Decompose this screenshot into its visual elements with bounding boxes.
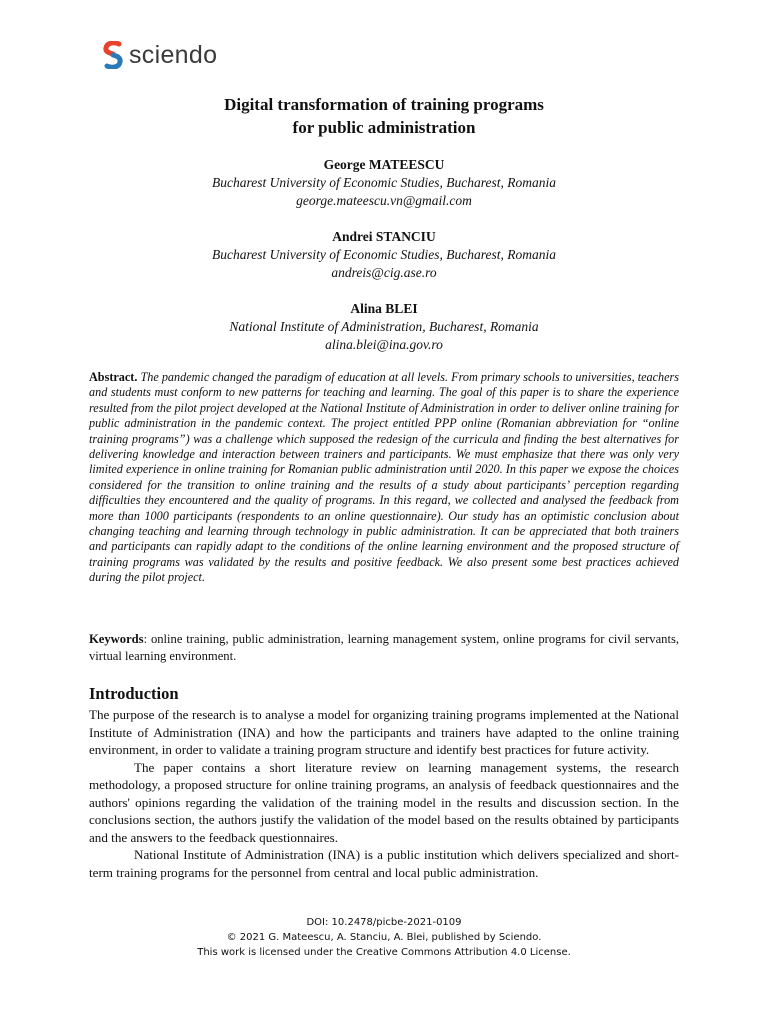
page-footer xyxy=(0,915,768,960)
author-block-3 xyxy=(0,300,768,354)
author-affiliation: Bucharest University of Economic Studies, Bucharest, Romania xyxy=(212,247,556,262)
author-email: andreis@cig.ase.ro xyxy=(331,265,437,280)
abstract-text: The pandemic changed the paradigm of education at all levels. From primary schools to universities, teachers and students must conform to new patterns for teaching and learning. The goal of this paper is to share the experience resulted from the pilot project developed at the National Institute of Administration in order to deliver online training for public administration in the pandemic context. The project entitled PPP online (Romanian abbreviation for “online training programs”) was a challenge which supposed the redesign of the curricula and finding the best alternatives for delivering knowledge and interaction between trainers and participants. We must emphasize that there was only very limited experience in online training for Romanian public administration until 2020. In this paper we expose the choices considered for the transition to online training and the results of a study about participants’ perception regarding difficulties they encountered and the quality of programs. In this regard, we collected and analysed the feedback from more than 1000 participants (respondents to an online questionnaire). Our study has an optimistic conclusion about changing teaching and learning through technology in public administration. It can be appreciated that both trainers and participants can rapidly adapt to the conditions of the online learning environment and the proposed structure of training programs was validated by the results and positive feedback. We also present some best practices achieved during the pilot project. xyxy=(89,370,679,585)
author-affiliation: National Institute of Administration, Bucharest, Romania xyxy=(229,319,539,334)
author-name: Alina BLEI xyxy=(350,301,418,316)
sciendo-logo xyxy=(103,40,217,70)
paper-title-line1: Digital transformation of training programs xyxy=(224,95,544,114)
author-block-2 xyxy=(0,228,768,282)
footer-doi: DOI: 10.2478/picbe-2021-0109 xyxy=(306,917,462,928)
paper-title-line2: for public administration xyxy=(292,118,476,137)
abstract-label: Abstract. xyxy=(89,370,138,384)
introduction-heading: Introduction xyxy=(89,684,179,703)
introduction-paragraph-2: The paper contains a short literature review on learning management systems, the research methodology, a proposed structure for online training programs, an analysis of feedback questionnaires and the authors' opinions regarding the validation of the training model in the results and discussion section. In the conclusions section, the authors justify the validation of the model based on the results obtained by participants and the answers to the feedback questionnaires. xyxy=(89,759,679,845)
sciendo-wordmark: sciendo xyxy=(129,40,218,69)
keywords-label: Keywords xyxy=(89,632,144,646)
abstract xyxy=(89,370,679,586)
author-affiliation: Bucharest University of Economic Studies, Bucharest, Romania xyxy=(212,175,556,190)
keywords-text: : online training, public administration, learning management system, online programs for civil servants, virtual learning environment. xyxy=(89,632,679,664)
introduction-paragraph-1: The purpose of the research is to analyse a model for organizing training programs implemented at the National Institute of Administration (INA) and how the participants and trainers have adapted to the online training environment, in order to validate a training program structure and identify best practices for future activity. xyxy=(89,707,679,757)
author-email: alina.blei@ina.gov.ro xyxy=(325,337,443,352)
paper-title xyxy=(0,93,768,139)
sciendo-s-icon xyxy=(103,41,123,69)
footer-copyright: © 2021 G. Mateescu, A. Stanciu, A. Blei, published by Sciendo. xyxy=(226,932,542,943)
keywords xyxy=(89,631,679,666)
footer-license: This work is licensed under the Creative Commons Attribution 4.0 License. xyxy=(197,947,571,958)
author-email: george.mateescu.vn@gmail.com xyxy=(296,193,472,208)
introduction-body xyxy=(89,706,679,881)
author-name: Andrei STANCIU xyxy=(332,229,436,244)
introduction-paragraph-3: National Institute of Administration (INA) is a public institution which delivers specialized and short-term training programs for the personnel from central and local public administration. xyxy=(89,847,679,880)
author-block-1 xyxy=(0,156,768,210)
author-name: George MATEESCU xyxy=(323,157,445,172)
